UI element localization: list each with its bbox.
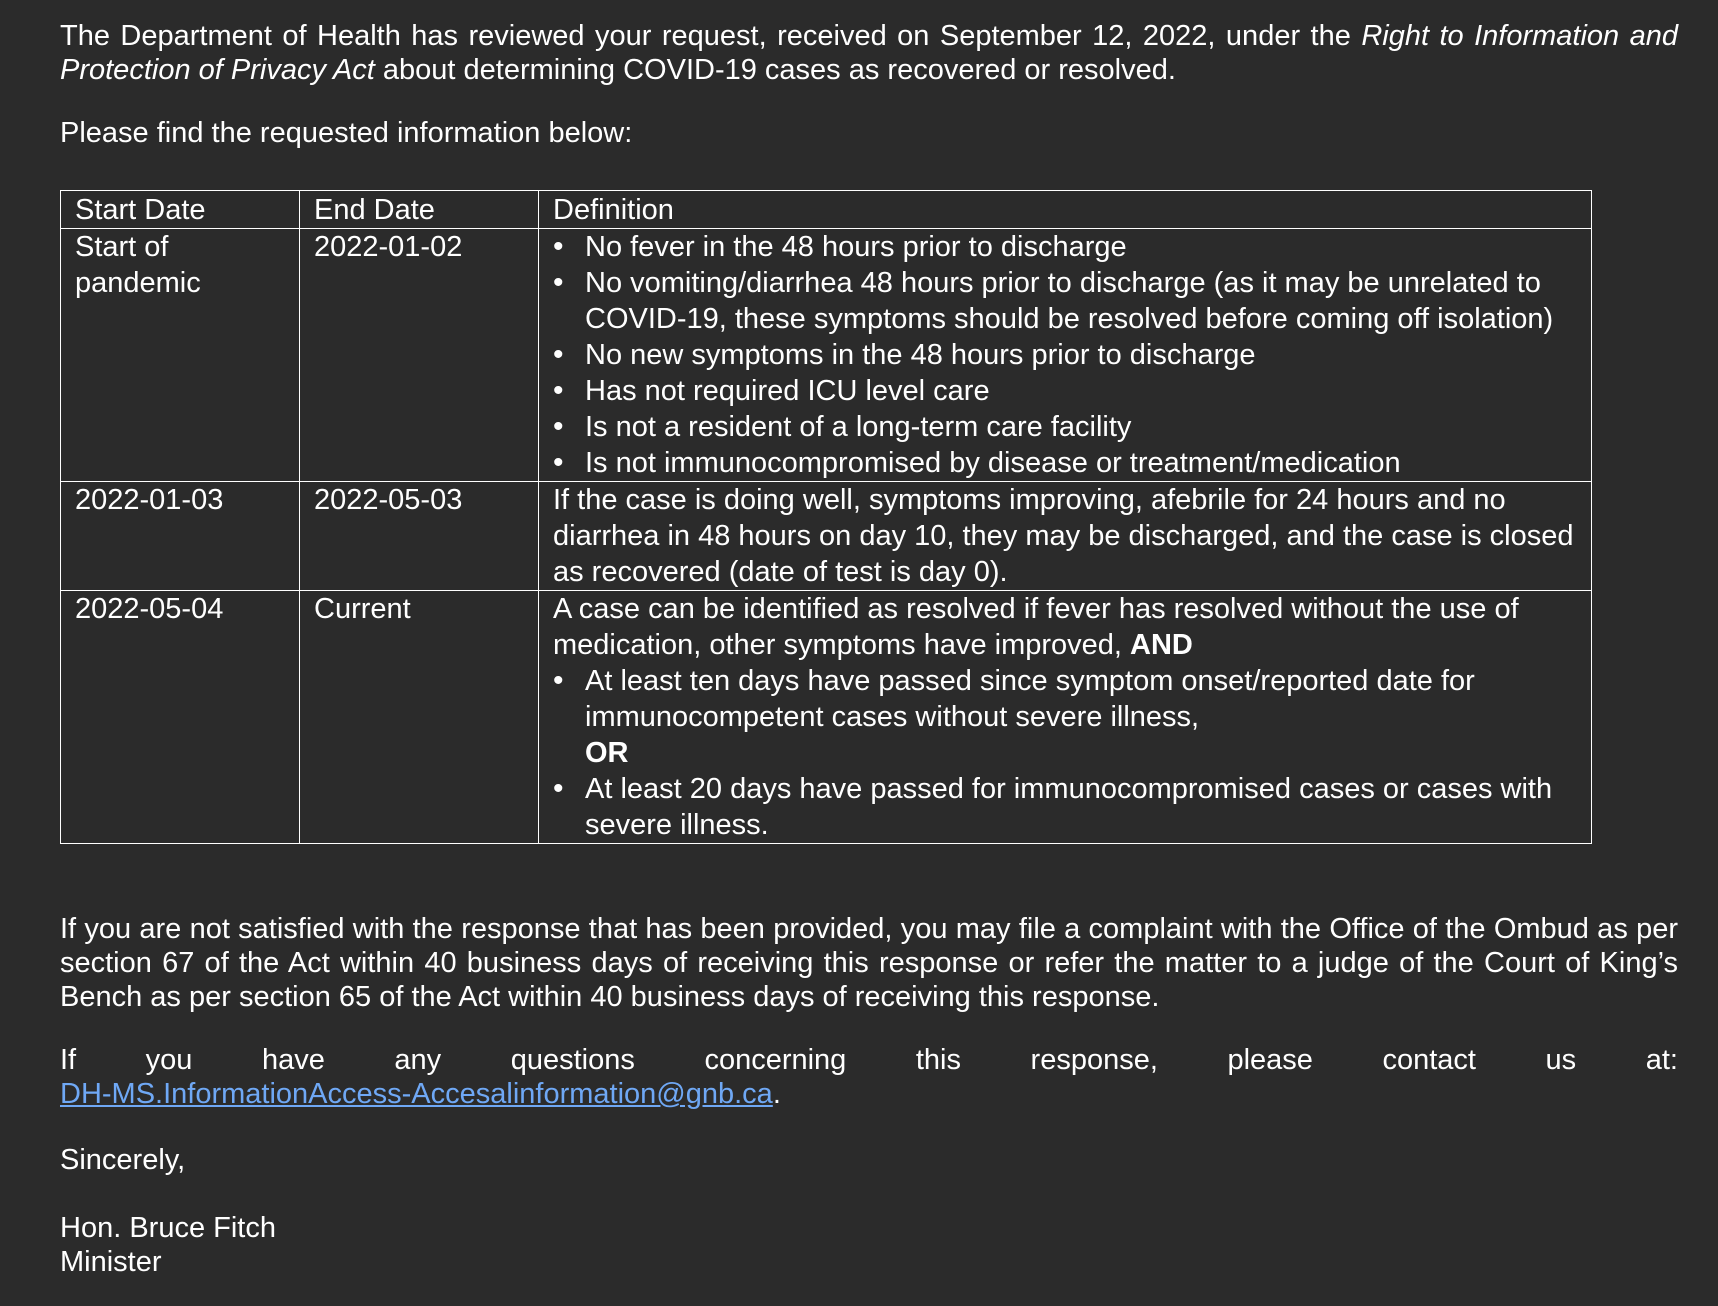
definition-cell: If the case is doing well, symptoms improving, afebrile for 24 hours and no diarrhea in 48 hours on day 10, they may be discharged, and the case is closed as recovered (date of test is day 0).	[539, 482, 1592, 591]
header-definition: Definition	[539, 191, 1592, 229]
definition-intro-text: A case can be identified as resolved if fever has resolved without the use of medication, other symptoms have improved,	[553, 593, 1519, 661]
contact-word: please	[1227, 1044, 1313, 1076]
email-link[interactable]: DH-MS.InformationAccess-Accesalinformation@gnb.ca	[60, 1078, 773, 1110]
criteria-list	[553, 771, 1579, 843]
table-header-row	[61, 191, 1592, 229]
end-date-cell: 2022-01-02	[300, 229, 539, 482]
header-start-date: Start Date	[61, 191, 300, 229]
criteria-item: • Has not required ICU level care	[553, 373, 1579, 409]
signature-block	[60, 1211, 1678, 1279]
table-row	[61, 591, 1592, 844]
start-date-cell: 2022-01-03	[61, 482, 300, 591]
and-keyword: AND	[1130, 629, 1193, 661]
signer-name: Hon. Bruce Fitch	[60, 1212, 276, 1244]
intro-text-1: The Department of Health has reviewed your request, received on September 12, 2022, under the	[60, 20, 1362, 52]
contact-word: at:	[1645, 1044, 1678, 1076]
act-title: Right to Information and Protection of Privacy Act	[60, 20, 1678, 86]
complaint-paragraph: If you are not satisfied with the response that has been provided, you may file a complaint with the Office of the Ombud as per section 67 of the Act within 40 business days of receiving this response or refer the matter to a judge of the Court of King’s Bench as per section 65 of the Act within 40 business days of receiving this response.	[60, 913, 1678, 1013]
criteria-item: • Is not immunocompromised by disease or treatment/medication	[553, 445, 1579, 481]
criteria-item: • No vomiting/diarrhea 48 hours prior to discharge (as it may be unrelated to COVID-19, these symptoms should be resolved before coming off isolation)	[553, 265, 1579, 337]
contact-word: questions	[510, 1044, 635, 1076]
start-date-cell: 2022-05-04	[61, 591, 300, 844]
definitions-table	[60, 190, 1592, 844]
contact-word: concerning	[704, 1044, 847, 1076]
definition-cell	[539, 229, 1592, 482]
criteria-item: • At least 20 days have passed for immunocompromised cases or cases with severe illness.	[553, 771, 1579, 843]
contact-word: response,	[1030, 1044, 1158, 1076]
header-end-date: End Date	[300, 191, 539, 229]
email-period: .	[772, 1078, 781, 1110]
criteria-item: • No new symptoms in the 48 hours prior to discharge	[553, 337, 1579, 373]
start-date-cell: Start of pandemic	[61, 229, 300, 482]
criteria-item: • At least ten days have passed since symptom onset/reported date for immunocompetent cases without severe illness,	[553, 663, 1579, 735]
contact-word: us	[1545, 1044, 1577, 1076]
or-keyword: OR	[585, 737, 629, 769]
definition-cell	[539, 591, 1592, 844]
contact-word: contact	[1382, 1044, 1476, 1076]
contact-word: this	[915, 1044, 961, 1076]
intro-text-2: about determining COVID-19 cases as recovered or resolved.	[374, 54, 1176, 86]
intro-paragraph	[60, 19, 1678, 87]
definition-intro	[553, 591, 1579, 663]
contact-paragraph	[60, 1043, 1678, 1111]
end-date-cell: Current	[300, 591, 539, 844]
signer-title: Minister	[60, 1246, 162, 1278]
table-row	[61, 229, 1592, 482]
contact-word: you	[145, 1044, 193, 1076]
contact-line	[60, 1043, 1678, 1077]
criteria-list	[553, 229, 1579, 481]
end-date-cell: 2022-05-03	[300, 482, 539, 591]
table-row	[61, 482, 1592, 591]
criteria-item: • Is not a resident of a long-term care facility	[553, 409, 1579, 445]
contact-word: If	[60, 1044, 77, 1076]
criteria-item: • No fever in the 48 hours prior to discharge	[553, 229, 1579, 265]
contact-word: have	[261, 1044, 325, 1076]
contact-word: any	[394, 1044, 442, 1076]
lead-text: Please find the requested information below:	[60, 117, 633, 149]
criteria-list	[553, 663, 1579, 735]
email-line	[60, 1077, 1678, 1111]
closing-text: Sincerely,	[60, 1144, 186, 1176]
